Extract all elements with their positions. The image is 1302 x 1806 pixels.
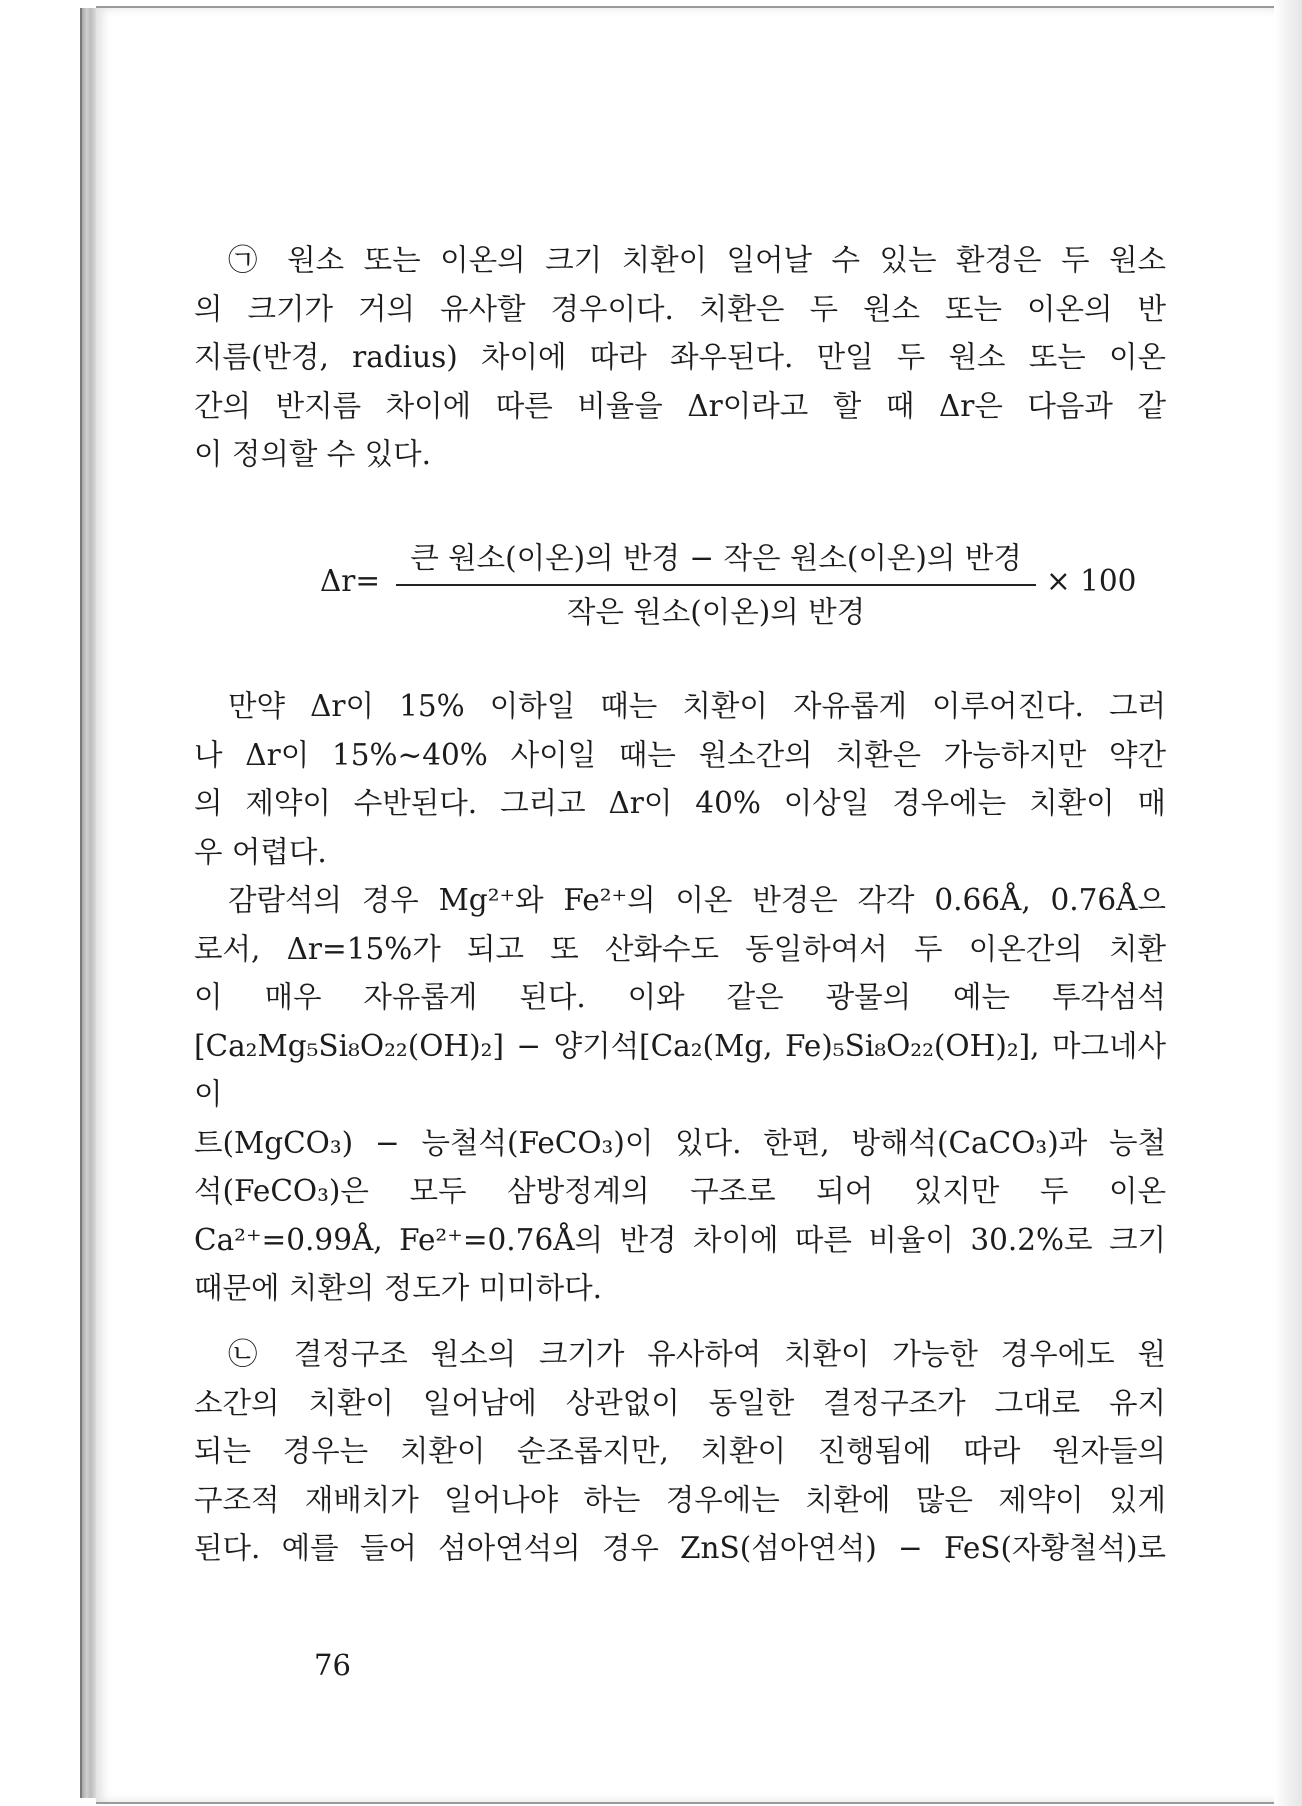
formula-numerator: 큰 원소(이온)의 반경 − 작은 원소(이온)의 반경 (410, 541, 1022, 575)
text-line: 때문에 치환의 정도가 미미하다. (194, 1271, 602, 1305)
text-line: 소간의 치환이 일어남에 상관없이 동일한 결정구조가 그대로 유지 (194, 1385, 1166, 1420)
text-line: 이 매우 자유롭게 된다. 이와 같은 광물의 예는 투각섬석 (194, 980, 1166, 1014)
text-line: 된다. 예를 들어 섬아연석의 경우 ZnS(섬아연석) − FeS(자황철석)로 (194, 1531, 1166, 1565)
text-line: 트(MgCO₃) − 능철석(FeCO₃)이 있다. 한편, 방해석(CaCO₃)과 능철 (194, 1125, 1166, 1160)
text-line: ㉡ 결정구조 원소의 크기가 유사하여 치환이 가능한 경우에도 원 (228, 1337, 1166, 1371)
body-text (194, 1330, 1166, 1573)
text-line: 의 크기가 거의 유사할 경우이다. 치환은 두 원소 또는 이온의 반 (194, 291, 1166, 326)
text-line: ㉠ 원소 또는 이온의 크기 치환이 일어날 수 있는 환경은 두 원소 (228, 243, 1166, 277)
text-line: 구조적 재배치가 일어나야 하는 경우에는 치환에 많은 제약이 있게 (194, 1482, 1166, 1517)
text-line: 의 제약이 수반된다. 그리고 Δr이 40% 이상일 경우에는 치환이 매 (194, 786, 1166, 820)
text-line: 석(FeCO₃)은 모두 삼방정계의 구조로 되어 있지만 두 이온 (194, 1174, 1166, 1208)
text-line: 만약 Δr이 15% 이하일 때는 치환이 자유롭게 이루어진다. 그러 (228, 689, 1166, 723)
text-line: 우 어렵다. (194, 834, 327, 869)
delta-r-formula (320, 536, 1160, 636)
page-number: 76 (314, 1648, 351, 1682)
text-line: 감람석의 경우 Mg²⁺와 Fe²⁺의 이온 반경은 각각 0.66Å, 0.76Å으 (228, 883, 1166, 917)
text-line: 로서, Δr=15%가 되고 또 산화수도 동일하여서 두 이온간의 치환 (194, 931, 1166, 966)
formula-denominator: 작은 원소(이온)의 반경 (566, 595, 866, 629)
body-text (194, 236, 1166, 479)
body-text (194, 876, 1166, 1313)
paragraph-crystal-structure (194, 1330, 1166, 1573)
text-line: Ca²⁺=0.99Å, Fe²⁺=0.76Å의 반경 차이에 따른 비율이 30.2%로 크기 (194, 1222, 1166, 1257)
text-line: 이 정의할 수 있다. (194, 437, 431, 471)
text-line: 나 Δr이 15%∼40% 사이일 때는 원소간의 치환은 가능하지만 약간 (194, 737, 1166, 772)
formula-multiplier: × 100 (1046, 564, 1137, 598)
right-gutter-shadow (1274, 0, 1302, 1806)
paragraph-size-substitution (194, 236, 1166, 479)
paragraph-delta-r-ranges (194, 682, 1166, 876)
paragraph-olivine-example (194, 876, 1166, 1313)
body-text (194, 682, 1166, 876)
fraction-bar (396, 584, 1036, 586)
formula-fraction (396, 536, 1036, 634)
text-line: 간의 반지름 차이에 따른 비율을 Δr이라고 할 때 Δr은 다음과 같 (194, 388, 1166, 423)
text-line: 되는 경우는 치환이 순조롭지만, 치환이 진행됨에 따라 원자들의 (194, 1434, 1166, 1468)
text-line: [Ca₂Mg₅Si₈O₂₂(OH)₂] − 양기석[Ca₂(Mg, Fe)₅Si₈O₂₂(OH)₂], 마그네사이 (194, 1028, 1166, 1111)
formula-lhs: Δr= (320, 564, 381, 598)
text-line: 지름(반경, radius) 차이에 따라 좌우된다. 만일 두 원소 또는 이온 (194, 340, 1166, 374)
